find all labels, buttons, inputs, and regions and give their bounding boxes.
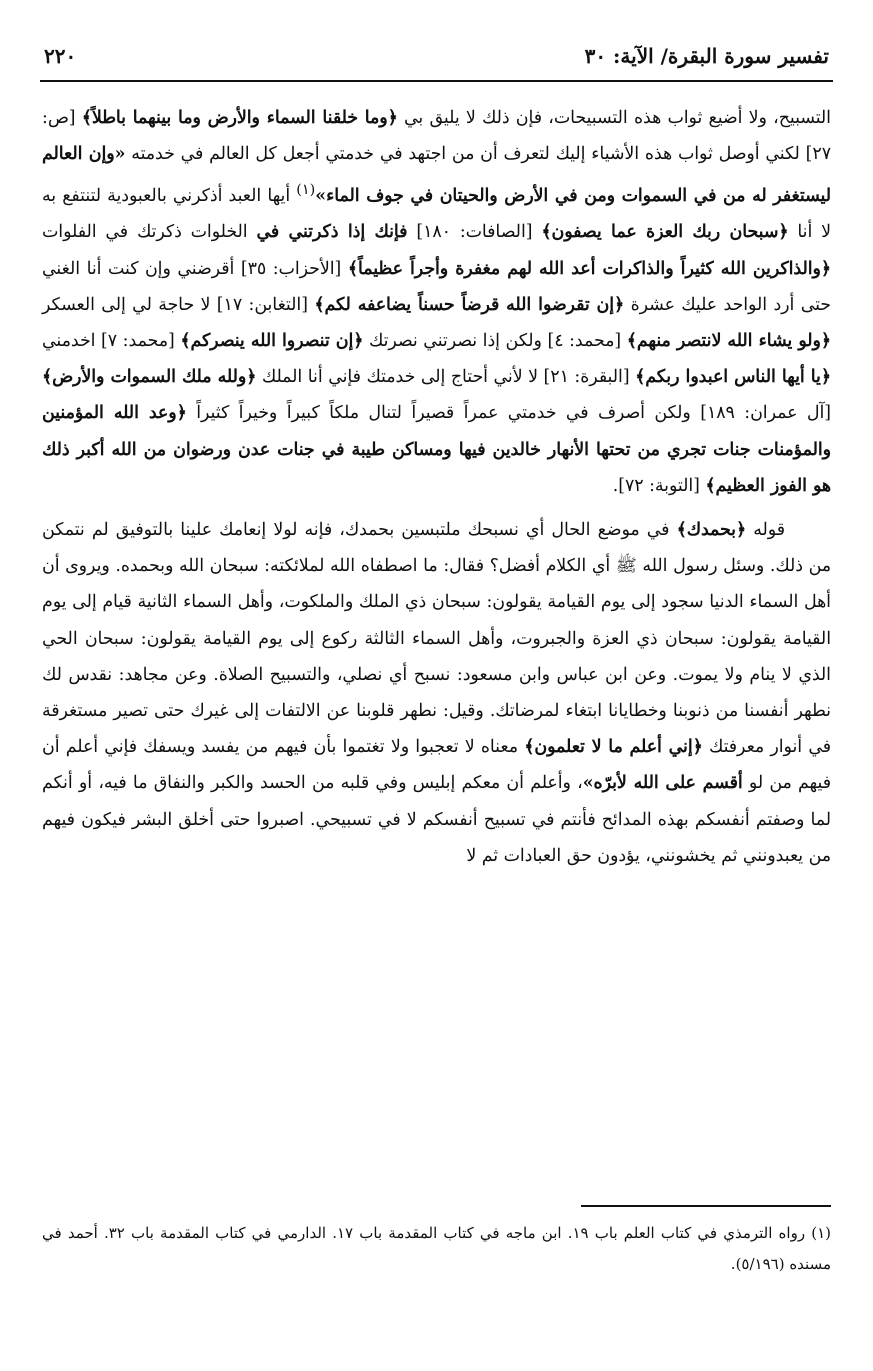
- hadith-quote: «وإن العالم ليستغفر له من في السموات ومن في الأرض والحيتان في جوف الماء»: [42, 144, 831, 207]
- quran-verse: ﴿إن تقرضوا الله قرضاً حسناً يضاعفه لكم﴾: [314, 294, 625, 315]
- text-segment: في موضع الحال أي نسبحك ملتبسين بحمدك، فإنه لولا إنعامك علينا بالتوفيق لم نتمكن من ذلك. وسئل رسول الله ﷺ أي الكلام أفضل؟ فقال: ما اصطفاه الله لملائكته: سبحان الله وبحمده. ويروى أن أهل السماء الدنيا سجود إلى يوم القيامة يقولون: سبحان ذي الملك والملكوت، وأهل السماء الثانية قيام إلى يوم القيامة يقولون: سبحان ذي العزة والجبروت، وأهل السماء الثالثة ركوع إلى يوم القيامة يقولون: سبحان الحي الذي لا ينام ولا يموت. وعن ابن عباس وابن مسعود: نسبح أي نصلي، والتسبيح الصلاة. وعن مجاهد: نقدس لك نطهر أنفسنا من ذنوبنا وخطايانا ابتغاء لمرضاتك. وقيل: نطهر قلوبنا عن الالتفات إلى غيرك حتى تصير مستغرقة في أنوار معرفتك: [42, 520, 832, 758]
- verse-reference: [محمد: ٤]: [541, 330, 627, 351]
- verse-reference: [محمد: ٧]: [95, 330, 181, 351]
- text-segment: قوله: [746, 520, 785, 540]
- quran-verse: ﴿بحمدك﴾: [676, 520, 747, 540]
- quran-verse: ﴿والذاكرين الله كثيراً والذاكرات أعد الله لهم مغفرة وأجراً عظيماً﴾: [347, 258, 831, 279]
- text-segment: أقرضني وإن كنت أنا الغني حتى أرد الواحد عليك عشرة: [42, 258, 831, 315]
- verse-reference: [ص: ٢٧]: [42, 108, 831, 165]
- page-number: ٢٢٠: [44, 44, 77, 68]
- emphasized-text: فإنك إذا ذكرتني في: [256, 222, 408, 243]
- quran-verse: ﴿وعد الله المؤمنين والمؤمنات جنات تجري من تحتها الأنهار خالدين فيها ومساكن طيبة في جنات عدن ورضوان من الله أكبر ذلك هو الفوز العظيم﴾: [42, 403, 831, 496]
- footnote-divider: [581, 1205, 831, 1207]
- paragraph-2: [42, 512, 831, 874]
- quran-verse: ﴿إن تنصروا الله ينصركم﴾: [180, 330, 364, 351]
- text-segment: لا لأني أحتاج إلى خدمتك فإني أنا الملك: [256, 367, 538, 388]
- text-segment: التسبيح، ولا أضيع ثواب هذه التسبيحات، فإن ذلك لا يليق بي: [397, 108, 831, 128]
- page-header: [40, 40, 833, 82]
- verse-reference: [الأحزاب: ٣٥]: [234, 258, 348, 279]
- text-segment: ولكن أصرف في خدمتي عمراً قصيراً لتنال ملكاً كبيراً وخيراً كثيراً: [186, 403, 691, 424]
- quran-verse: ﴿يا أيها الناس اعبدوا ربكم﴾: [635, 367, 831, 388]
- text-segment: الخلوات ذكرتك في الفلوات: [42, 222, 257, 243]
- quran-verse: ﴿ولله ملك السموات والأرض﴾: [42, 367, 257, 388]
- verse-reference: [التوبة: ٧٢].: [612, 475, 706, 496]
- quran-verse: ﴿سبحان ربك العزة عما يصفون﴾: [541, 222, 789, 243]
- text-segment: ، وأعلم أن معكم إبليس وفي قلبه من الحسد والكبر والنفاق ما فيه، أو أنكم لما وصفتم أنفسكم بهذه المدائح فأنتم في تسبيح أنفسكم لا في تسبيحي. اصبروا حتى أخلق البشر فيكون فيهم من يعبدونني ثم يخشونني، يؤدون حق العبادات ثم لا: [42, 773, 831, 866]
- running-title: تفسير سورة البقرة/ الآية: ٣٠: [584, 44, 829, 68]
- verse-reference: [البقرة: ٢١]: [537, 367, 636, 388]
- text-segment: لكني أوصل ثواب هذه الأشياء إليك لتعرف أن من اجتهد في خدمتي أجعل كل العالم في خدمته: [125, 144, 800, 165]
- footnote: [42, 1218, 831, 1280]
- verse-reference: [آل عمران: ١٨٩]: [690, 403, 831, 424]
- main-text: [42, 100, 831, 874]
- hadith-quote: أقسم على الله لأبرّه»: [582, 773, 743, 794]
- text-segment: لا حاجة لي إلى العسكر: [42, 294, 211, 315]
- paragraph-1: [42, 100, 831, 504]
- text-segment: أيها العبد أذكرني بالعبودية لتنتفع به لا أنا: [42, 186, 831, 243]
- quran-verse: ﴿ولو يشاء الله لانتصر منهم﴾: [626, 330, 831, 351]
- text-segment: اخدمني: [42, 330, 96, 351]
- verse-reference: [الصافات: ١٨٠]: [407, 222, 542, 243]
- quran-verse: ﴿إني أعلم ما لا تعلمون﴾: [524, 737, 703, 758]
- footnote-text: (١) رواه الترمذي في كتاب العلم باب ١٩. ابن ماجه في كتاب المقدمة باب ١٧. الدارمي في كتاب المقدمة باب ٣٢. أحمد في مسنده (٥/١٩٦).: [42, 1224, 831, 1273]
- footnote-marker: (١): [296, 182, 316, 199]
- text-segment: ولكن إذا نصرتني نصرتك: [363, 330, 542, 351]
- text-segment: معناه لا تعجبوا ولا تغتموا بأن فيهم من يفسد ويسفك فإني أعلم أن فيهم من لو: [42, 737, 831, 794]
- quran-verse: ﴿وما خلقنا السماء والأرض وما بينهما باطلاً﴾: [81, 108, 398, 128]
- verse-reference: [التغابن: ١٧]: [210, 294, 315, 315]
